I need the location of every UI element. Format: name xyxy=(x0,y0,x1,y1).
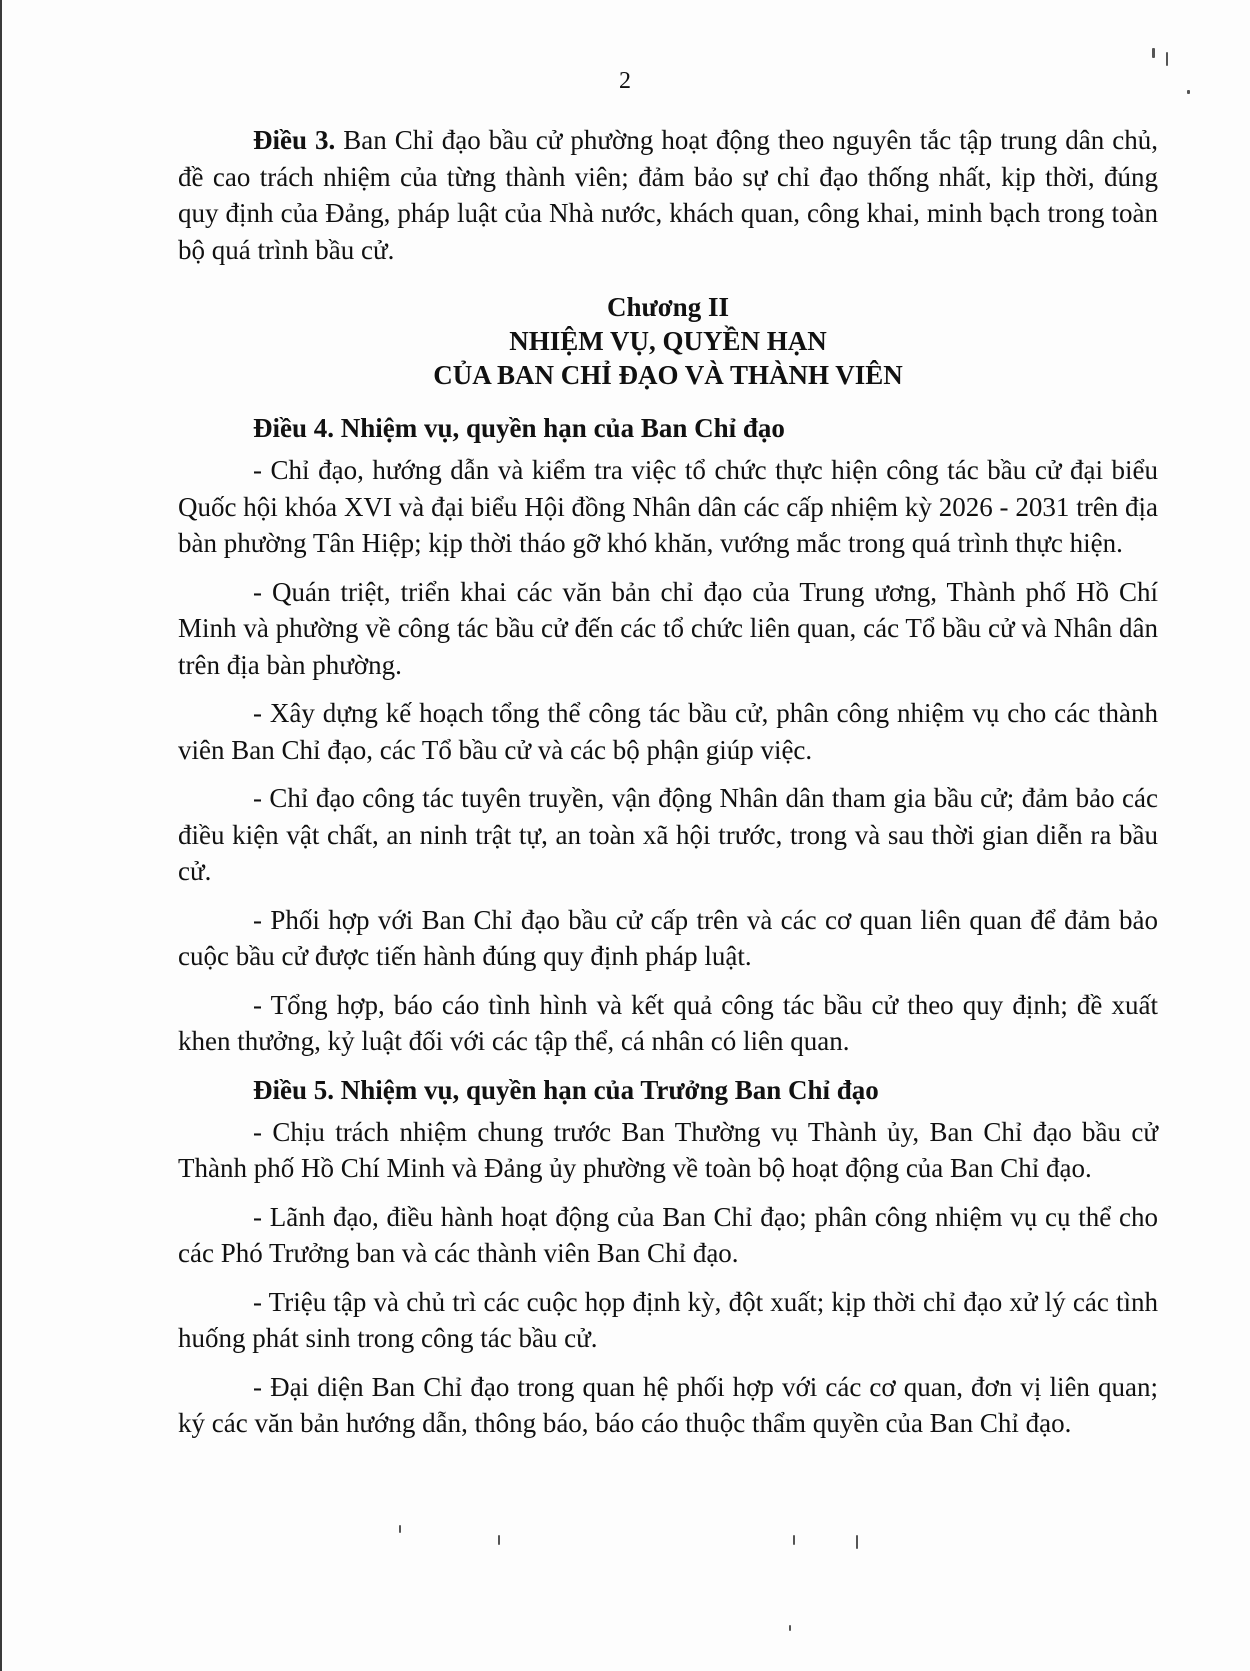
chapter-title-line-1: NHIỆM VỤ, QUYỀN HẠN xyxy=(509,326,827,356)
chapter-number: Chương II xyxy=(607,292,729,322)
scan-speck xyxy=(498,1535,500,1545)
article-3-label: Điều 3. xyxy=(253,125,336,155)
article-4-item-4: - Chỉ đạo công tác tuyên truyền, vận động Nhân dân tham gia bầu cử; đảm bảo các điều kiện vật chất, an ninh trật tự, an toàn xã hội trước, trong và sau thời gian diễn ra bầu cử. xyxy=(178,783,1158,886)
scan-speck xyxy=(399,1525,401,1533)
page-number: 2 xyxy=(619,68,631,94)
article-4-item-6: - Tổng hợp, báo cáo tình hình và kết quả công tác bầu cử theo quy định; đề xuất khen thưởng, kỷ luật đối với các tập thể, cá nhân có liên quan. xyxy=(178,989,1158,1056)
scan-speck xyxy=(793,1535,795,1545)
chapter-heading xyxy=(178,290,1158,392)
chapter-title-line-2: CỦA BAN CHỈ ĐẠO VÀ THÀNH VIÊN xyxy=(433,360,903,390)
article-5-item-4: - Đại diện Ban Chỉ đạo trong quan hệ phối hợp với các cơ quan, đơn vị liên quan; ký các văn bản hướng dẫn, thông báo, báo cáo thuộc thẩm quyền của Ban Chỉ đạo. xyxy=(178,1371,1158,1438)
article-4-item-3: - Xây dựng kế hoạch tổng thể công tác bầu cử, phân công nhiệm vụ cho các thành viên Ban Chỉ đạo, các Tổ bầu cử và các bộ phận giúp việc. xyxy=(178,698,1158,765)
article-5-heading: Điều 5. Nhiệm vụ, quyền hạn của Trưởng Ban Chỉ đạo xyxy=(253,1074,879,1105)
scan-speck xyxy=(1152,48,1155,58)
scan-speck xyxy=(856,1535,858,1549)
article-3-text: Ban Chỉ đạo bầu cử phường hoạt động theo nguyên tắc tập trung dân chủ, đề cao trách nhiệm của từng thành viên; đảm bảo sự chỉ đạo thống nhất, kịp thời, đúng quy định của Đảng, pháp luật của Nhà nước, khách quan, công khai, minh bạch trong toàn bộ quá trình bầu cử. xyxy=(178,125,1159,265)
article-4-item-2: - Quán triệt, triển khai các văn bản chỉ đạo của Trung ương, Thành phố Hồ Chí Minh và phường về công tác bầu cử đến các tổ chức liên quan, các Tổ bầu cử và Nhân dân trên địa bàn phường. xyxy=(178,576,1158,680)
article-5-item-2: - Lãnh đạo, điều hành hoạt động của Ban Chỉ đạo; phân công nhiệm vụ cụ thể cho các Phó Trưởng ban và các thành viên Ban Chỉ đạo. xyxy=(178,1201,1158,1268)
scan-speck xyxy=(1187,90,1190,94)
scan-edge xyxy=(0,0,2,1671)
article-3-paragraph xyxy=(178,122,1158,268)
document-body xyxy=(178,122,1158,1454)
scan-speck xyxy=(789,1625,791,1631)
scan-speck xyxy=(1166,52,1168,66)
article-5-item-3: - Triệu tập và chủ trì các cuộc họp định kỳ, đột xuất; kịp thời chỉ đạo xử lý các tình huống phát sinh trong công tác bầu cử. xyxy=(178,1286,1158,1353)
article-4-item-1: - Chỉ đạo, hướng dẫn và kiểm tra việc tổ chức thực hiện công tác bầu cử đại biểu Quốc hội khóa XVI và đại biểu Hội đồng Nhân dân các cấp nhiệm kỳ 2026 - 2031 trên địa bàn phường Tân Hiệp; kịp thời tháo gỡ khó khăn, vướng mắc trong quá trình thực hiện. xyxy=(178,455,1158,558)
article-5-item-1: - Chịu trách nhiệm chung trước Ban Thường vụ Thành ủy, Ban Chỉ đạo bầu cử Thành phố Hồ Chí Minh và Đảng ủy phường về toàn bộ hoạt động của Ban Chỉ đạo. xyxy=(178,1116,1158,1183)
article-4-heading: Điều 4. Nhiệm vụ, quyền hạn của Ban Chỉ đạo xyxy=(253,413,785,443)
article-4-item-5: - Phối hợp với Ban Chỉ đạo bầu cử cấp trên và các cơ quan liên quan để đảm bảo cuộc bầu cử được tiến hành đúng quy định pháp luật. xyxy=(178,904,1158,971)
